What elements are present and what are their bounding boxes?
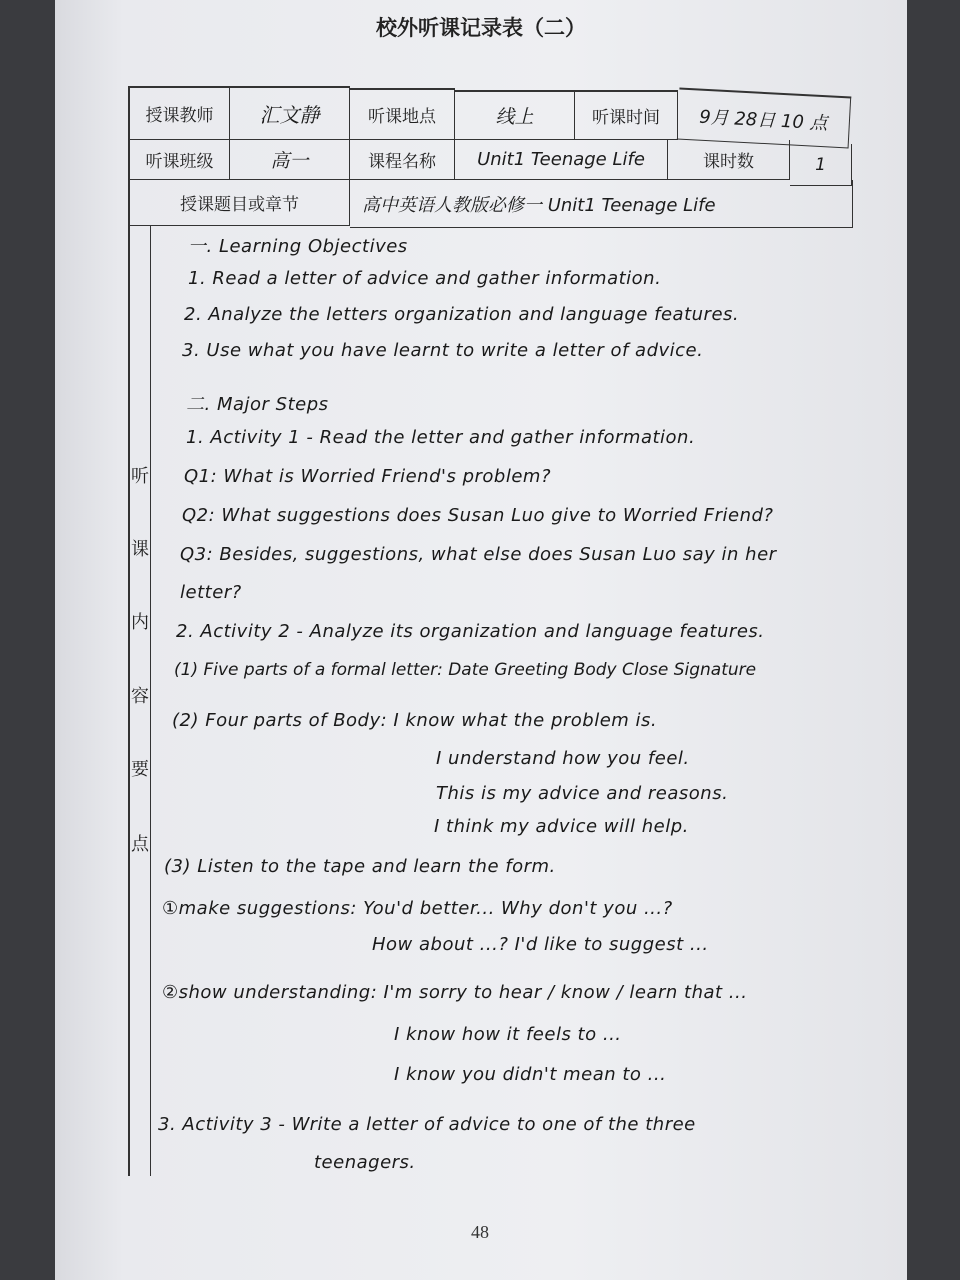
content-line: 1. Activity 1 - Read the letter and gather information.	[186, 427, 696, 448]
side-label-char: 点	[131, 834, 149, 855]
side-label-char: 要	[131, 759, 149, 780]
place-value: 线上	[455, 90, 575, 140]
content-line: Q1: What is Worried Friend's problem?	[184, 466, 551, 487]
content-line: Q2: What suggestions does Susan Luo give to Worried Friend?	[182, 505, 774, 526]
topic-value: 高中英语人教版必修一 Unit1 Teenage Life	[350, 180, 853, 228]
content-line: I know how it feels to ...	[394, 1024, 622, 1045]
time-value: 9月 28日 10 点	[677, 88, 851, 149]
content-line: I understand how you feel.	[436, 748, 690, 769]
topic-label: 授课题目或章节	[128, 180, 350, 226]
content-line: (2) Four parts of Body: I know what the problem is.	[172, 710, 658, 731]
side-label-char: 听	[131, 466, 149, 487]
page-title: 校外听课记录表（二）	[376, 16, 586, 40]
content-line: teenagers.	[314, 1152, 416, 1173]
side-label-char: 内	[131, 612, 149, 633]
content-line: I think my advice will help.	[434, 816, 689, 837]
content-line: This is my advice and reasons.	[436, 783, 729, 804]
time-label: 听课时间	[575, 90, 678, 140]
place-label: 听课地点	[350, 88, 455, 140]
content-line: 3. Use what you have learnt to write a letter of advice.	[182, 340, 704, 361]
course-value: Unit1 Teenage Life	[455, 140, 668, 180]
content-line: 一. Learning Objectives	[188, 236, 408, 257]
content-line: 3. Activity 3 - Write a letter of advice to one of the three	[158, 1114, 696, 1135]
teacher-value: 汇文静	[230, 86, 350, 140]
content-line: 2. Analyze the letters organization and language features.	[184, 304, 740, 325]
hours-label: 课时数	[668, 140, 790, 180]
content-line: Q3: Besides, suggestions, what else does Susan Luo say in her	[180, 544, 777, 565]
content-line: ①make suggestions: You'd better... Why don't you ...?	[162, 898, 673, 919]
content-line: 1. Read a letter of advice and gather information.	[188, 268, 662, 289]
side-label-char: 容	[131, 686, 149, 707]
teacher-label: 授课教师	[128, 86, 230, 140]
class-value: 高一	[230, 140, 350, 180]
content-line: (3) Listen to the tape and learn the form.	[164, 856, 556, 877]
hours-value: 1	[790, 144, 852, 186]
content-line: (1) Five parts of a formal letter: Date Greeting Body Close Signature	[174, 660, 757, 680]
class-label: 听课班级	[128, 140, 230, 180]
course-label: 课程名称	[350, 140, 455, 180]
content-line: 2. Activity 2 - Analyze its organization and language features.	[176, 621, 765, 642]
content-line: How about ...? I'd like to suggest ...	[372, 934, 709, 955]
content-line: I know you didn't mean to ...	[394, 1064, 667, 1085]
content-line: letter?	[180, 582, 242, 603]
side-label-char: 课	[131, 539, 149, 560]
content-line: ②show understanding: I'm sorry to hear / know / learn that ...	[162, 982, 748, 1003]
content-line: 二. Major Steps	[186, 394, 329, 415]
page-number: 48	[471, 1222, 489, 1242]
